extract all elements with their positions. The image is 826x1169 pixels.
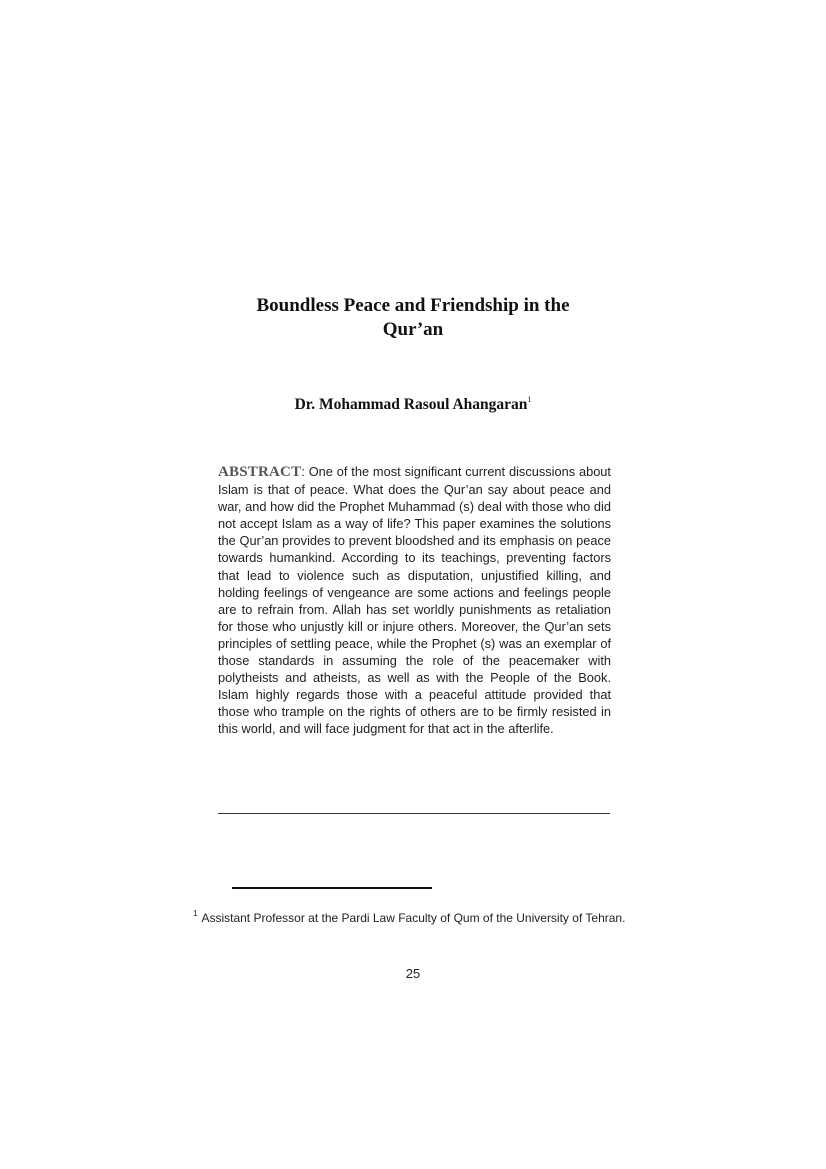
footnote-separator [232,887,432,889]
page-number: 25 [405,966,421,981]
footnote-marker: 1 [193,909,198,918]
abstract-text: : One of the most significant current discussions about Islam is that of peace. What does the Qur’an say about peace and war, and how did the Prophet Muhammad (s) deal with those who did not accept Islam as a way of life? This paper examines the solutions the Qur’an provides to prevent bloodshed and its emphasis on peace towards humankind. According to its teachings, preventing factors that lead to violence such as disputation, unjustified killing, and holding feelings of vengeance are some actions and feelings people are to refrain from. Allah has set worldly punishments as retaliation for those who unjustly kill or injure others. Moreover, the Qur’an sets principles of settling peace, while the Prophet (s) was an exemplar of those standards in assuming the role of the peacemaker with polytheists and atheists, as well as with the People of the Book. Islam highly regards those with a peaceful attitude provided that those who trample on the rights of others are to be firmly resisted in this world, and will face judgment for that act in the afterlife. [218,464,611,737]
author-footnote-marker: 1 [527,395,532,404]
footnote-text: Assistant Professor at the Pardi Law Faculty of Qum of the University of Tehran. [201,911,626,925]
abstract-divider [218,813,610,814]
abstract [218,463,611,738]
title-line-1: Boundless Peace and Friendship in the [256,295,570,316]
author-name: Dr. Mohammad Rasoul Ahangaran [294,396,528,413]
paper-title [200,294,626,342]
footnote [193,905,635,927]
abstract-heading: ABSTRACT [218,464,302,480]
title-line-2: Qur’an [382,319,444,340]
author-line [200,395,626,414]
